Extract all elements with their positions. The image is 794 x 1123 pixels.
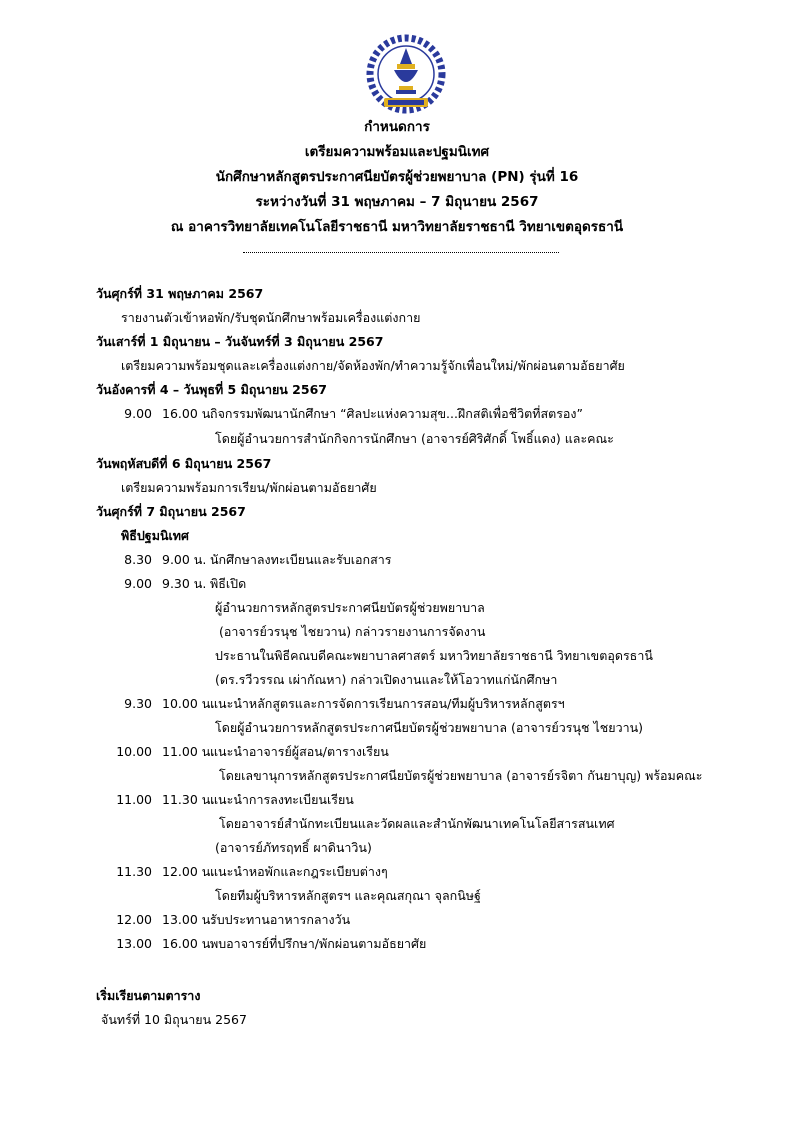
time-from: 13.00: [116, 936, 152, 951]
day-item: เตรียมความพร้อมชุดและเครื่องแต่งกาย/จัดห้องพัก/ทำความรู้จักเพื่อนใหม่/พักผ่อนตามอัธยาศัย: [121, 358, 625, 373]
time-from: 9.00: [124, 576, 152, 591]
schedule-row: [114, 404, 583, 424]
day-heading: วันอังคารที่ 4 – วันพุธที่ 5 มิถุนายน 2567: [96, 382, 327, 397]
activity: แนะนำการลงทะเบียนเรียน: [210, 792, 354, 807]
time-to: 16.00 น.: [162, 936, 215, 951]
schedule-row: [114, 742, 389, 762]
day-heading: วันศุกร์ที่ 7 มิถุนายน 2567: [96, 504, 246, 519]
schedule-row: [114, 934, 426, 954]
activity: นักศึกษาลงทะเบียนและรับเอกสาร: [210, 552, 392, 567]
activity: กิจกรรมพัฒนานักศึกษา “ศิลปะแห่งความสุข...ฝึกสติเพื่อชีวิตที่สตรอง”: [210, 406, 583, 421]
time-to: 9.30 น.: [162, 576, 207, 591]
day-heading: วันพฤหัสบดีที่ 6 มิถุนายน 2567: [96, 456, 272, 471]
activity-detail: ผู้อำนวยการหลักสูตรประกาศนียบัตรผู้ช่วยพยาบาล: [215, 600, 485, 615]
activity: แนะนำหลักสูตรและการจัดการเรียนการสอน/ทีมผู้บริหารหลักสูตรฯ: [210, 696, 565, 711]
activity-detail: โดยผู้อำนวยการหลักสูตรประกาศนียบัตรผู้ช่วยพยาบาล (อาจารย์วรนุช ไชยวาน): [215, 720, 644, 735]
time-to: 13.00 น.: [162, 912, 215, 927]
time-to: 11.00 น.: [162, 744, 215, 759]
doc-title: กำหนดการ: [364, 119, 430, 135]
day-item: รายงานตัวเข้าหอพัก/รับชุดนักศึกษาพร้อมเครื่องแต่งกาย: [121, 310, 421, 325]
schedule-row: [114, 910, 350, 930]
activity: พบอาจารย์ที่ปรึกษา/พักผ่อนตามอัธยาศัย: [210, 936, 427, 951]
day-heading: วันเสาร์ที่ 1 มิถุนายน – วันจันทร์ที่ 3 มิถุนายน 2567: [96, 334, 384, 349]
time-from: 10.00: [116, 744, 152, 759]
time-to: 11.30 น.: [162, 792, 215, 807]
footer-heading: เริ่มเรียนตามตาราง: [96, 988, 201, 1003]
time-from: 9.30: [124, 696, 152, 711]
activity-detail: ประธานในพิธีคณบดีคณะพยาบาลศาสตร์ มหาวิทยาลัยราชธานี วิทยาเขตอุดรธานี: [215, 648, 653, 663]
activity: รับประทานอาหารกลางวัน: [210, 912, 351, 927]
activity-detail: (อาจารย์ภัทรฤทธิ์ ผาดินาวิน): [215, 840, 372, 855]
footer-date: จันทร์ที่ 10 มิถุนายน 2567: [101, 1012, 247, 1027]
time-from: 12.00: [116, 912, 152, 927]
schedule-row: [114, 694, 565, 714]
header-divider: [243, 252, 559, 253]
activity-detail: (ดร.รวีวรรณ เผ่ากัณหา) กล่าวเปิดงานและให้โอวาทแก่นักศึกษา: [215, 672, 558, 687]
day-heading: วันศุกร์ที่ 31 พฤษภาคม 2567: [96, 286, 264, 301]
activity-detail: โดยผู้อำนวยการสำนักกิจการนักศึกษา (อาจารย์ศิริศักดิ์ โพธิ์แดง) และคณะ: [215, 431, 614, 446]
schedule-row: [114, 790, 354, 810]
university-emblem-logo: [366, 34, 446, 114]
doc-venue: ณ อาคารวิทยาลัยเทคโนโลยีราชธานี มหาวิทยาลัยราชธานี วิทยาเขตอุดรธานี: [170, 219, 624, 235]
day-item: เตรียมความพร้อมการเรียน/พักผ่อนตามอัธยาศัย: [121, 480, 377, 495]
time-to: 16.00 น.: [162, 406, 215, 421]
activity-detail: (อาจารย์วรนุช ไชยวาน) กล่าวรายงานการจัดงาน: [219, 624, 486, 639]
activity-detail: โดยทีมผู้บริหารหลักสูตรฯ และคุณสกุณา จุลกนิษฐ์: [215, 888, 481, 903]
doc-subtitle: เตรียมความพร้อมและปฐมนิเทศ: [304, 144, 490, 160]
activity-detail: โดยอาจารย์สำนักทะเบียนและวัดผลและสำนักพัฒนาเทคโนโลยีสารสนเทศ: [219, 816, 615, 831]
time-from: 9.00: [124, 406, 152, 421]
activity: แนะนำอาจารย์ผู้สอน/ตารางเรียน: [210, 744, 389, 759]
schedule-row: [114, 574, 246, 594]
activity-detail: โดยเลขานุการหลักสูตรประกาศนียบัตรผู้ช่วยพยาบาล (อาจารย์รจิตา กันยาบุญ) พร้อมคณะ: [219, 768, 703, 783]
doc-program: นักศึกษาหลักสูตรประกาศนียบัตรผู้ช่วยพยาบาล (PN) รุ่นที่ 16: [215, 169, 579, 185]
time-to: 9.00 น.: [162, 552, 207, 567]
time-to: 12.00 น.: [162, 864, 215, 879]
time-from: 11.30: [116, 864, 152, 879]
schedule-row: [114, 862, 388, 882]
time-from: 8.30: [124, 552, 152, 567]
ceremony-subheading: พิธีปฐมนิเทศ: [121, 528, 189, 543]
doc-period: ระหว่างวันที่ 31 พฤษภาคม – 7 มิถุนายน 2567: [255, 194, 539, 210]
schedule-row: [114, 550, 391, 570]
activity: แนะนำหอพักและกฎระเบียบต่างๆ: [210, 864, 388, 879]
time-to: 10.00 น.: [162, 696, 215, 711]
activity: พิธีเปิด: [210, 576, 247, 591]
time-from: 11.00: [116, 792, 152, 807]
